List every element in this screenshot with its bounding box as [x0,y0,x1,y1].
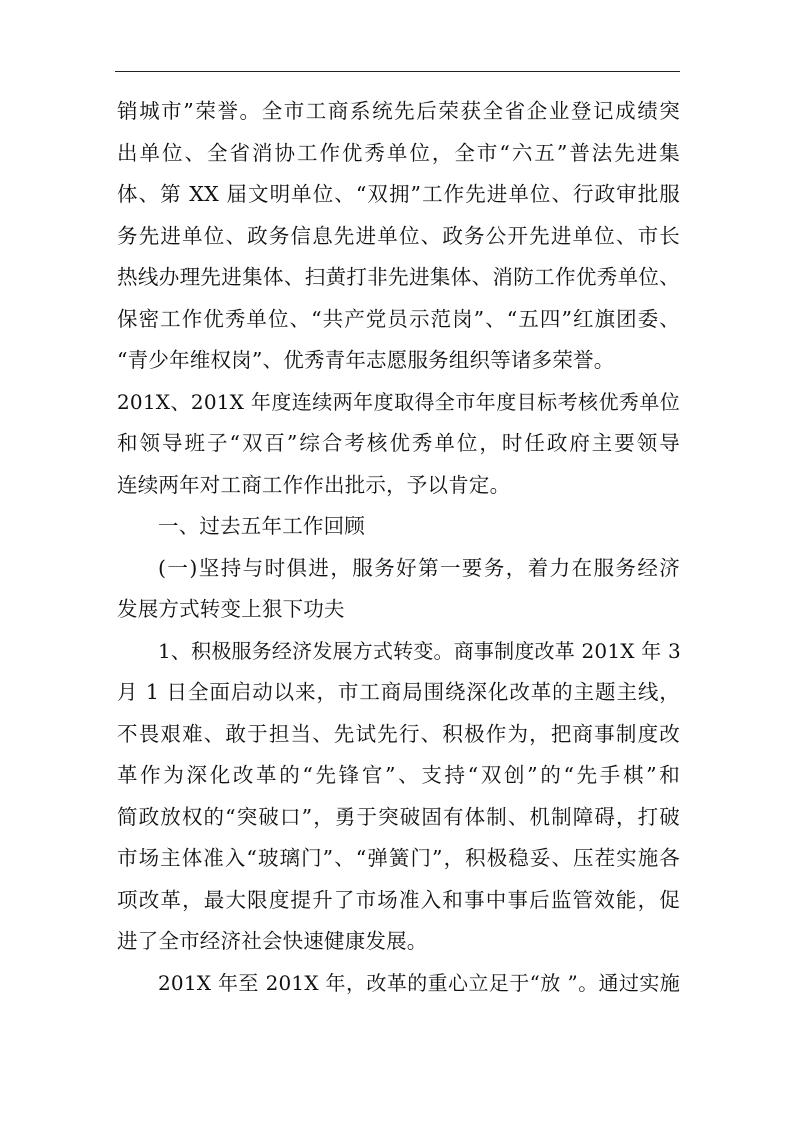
text-line: 月 1 日全面启动以来，市工商局围绕深化改革的主题主线， [117,680,680,704]
text-line: 销城市”荣誉。全市工商系统先后荣获全省企业登记成绩突 [117,99,680,123]
text-line: 项改革，最大限度提升了市场准入和事中事后监管效能，促 [117,887,680,912]
text-line: 保密工作优秀单位、“共产党员示范岗”、“五四”红旗团委、 [117,306,680,331]
subsection-heading: (一)坚持与时俱进，服务好第一要务，着力在服务经济 [158,555,680,580]
text-line: 连续两年对工商工作作出批示，予以肯定。 [117,472,511,497]
text-line: 市场主体准入“玻璃门”、“弹簧门”，积极稳妥、压茬实施各 [117,846,680,870]
text-line: 不畏艰难、敢于担当、先试先行、积极作为，把商事制度改 [117,721,680,746]
header-rule [115,71,680,72]
text-line: 务先进单位、政务信息先进单位、政务公开先进单位、市长 [117,223,680,248]
text-line: 简政放权的“突破口”，勇于突破固有体制、机制障碍，打破 [117,804,680,829]
section-heading: 一、过去五年工作回顾 [158,514,365,538]
text-line: “青少年维权岗”、优秀青年志愿服务组织等诸多荣誉。 [117,348,615,372]
text-line: 1、积极服务经济发展方式转变。商事制度改革 201X 年 3 [158,638,681,663]
text-line: 出单位、全省消协工作优秀单位，全市“六五”普法先进集 [117,140,680,165]
text-line: 201X、201X 年度连续两年度取得全市年度目标考核优秀单位 [117,389,680,414]
text-line: 革作为深化改革的“先锋官”、支持“双创”的“先手棋”和 [117,763,680,787]
text-line: 201X 年至 201X 年，改革的重心立足于“放 ”。通过实施 [158,970,680,995]
text-line: 热线办理先进集体、扫黄打非先进集体、消防工作优秀单位、 [117,265,680,289]
subsection-heading-continued: 发展方式转变上狠下功夫 [117,597,345,621]
document-body [117,91,680,1004]
text-line: 体、第 XX 届文明单位、“双拥”工作先进单位、行政审批服 [117,182,680,206]
text-line: 进了全市经济社会快速健康发展。 [117,929,428,953]
text-line: 和领导班子“双百”综合考核优秀单位，时任政府主要领导 [117,431,680,455]
